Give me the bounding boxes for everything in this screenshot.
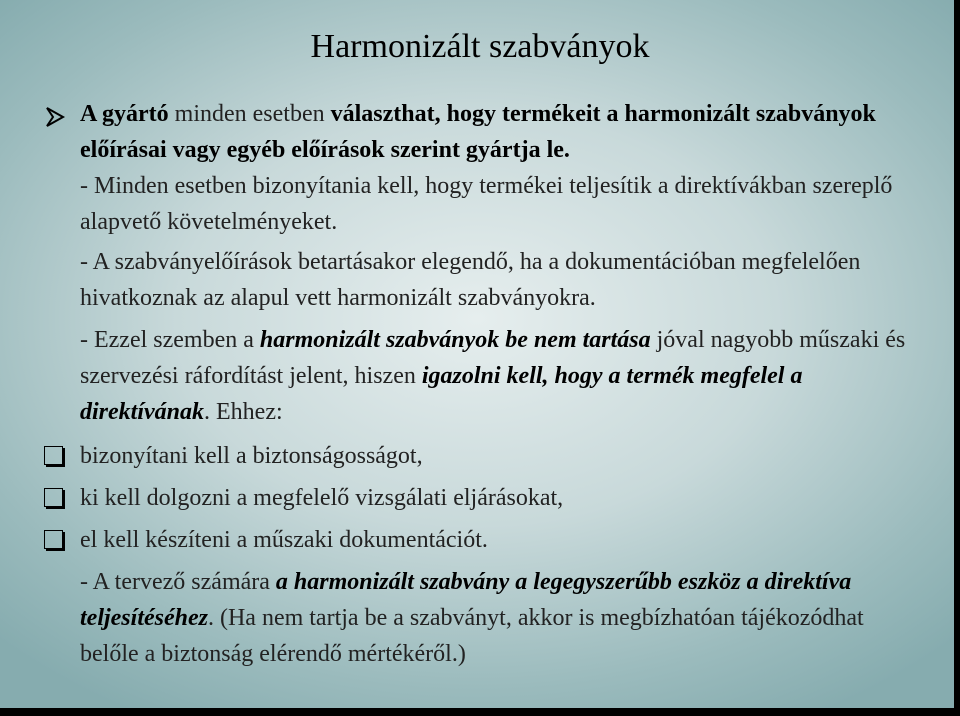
text-bold-italic: harmonizált szabványok be nem tartása (259, 327, 651, 353)
text-normal: - Ezzel szemben a (80, 327, 260, 353)
arrow-outline-icon (44, 96, 66, 128)
text-bold-italic: a harmonizált szabvány a legegyszerűbb eszköz a direktíva teljesítéséhez (80, 569, 852, 631)
text-bold-choice: választhat, hogy termékeit a harmonizált szabványok előírásai vagy egyéb előírások szerint gyártja le. (80, 101, 876, 163)
paragraph-standards-compliance: - A szabványelőírások betartásakor elegendő, ha a dokumentációban megfelelően hivatkoznak az alapul vett harmonizált szabványokra. (80, 249, 861, 311)
checkbox-icon (44, 480, 63, 507)
paragraph-designer (80, 564, 920, 672)
text-normal: minden esetben (168, 101, 331, 127)
text-normal: . (Ha nem tartja be a szabványt, akkor is megbízhatóan tájékozódhat belőle a biztonság elérendő mértékéről.) (80, 605, 864, 667)
text-normal: - A tervező számára (80, 569, 276, 595)
text-normal: . Ehhez: (204, 399, 283, 425)
main-bullet-text (80, 96, 920, 168)
checklist-item: el kell készíteni a műszaki dokumentációt. (80, 527, 488, 553)
paragraph-evidence: - Minden esetben bizonyítania kell, hogy termékei teljesítik a direktívákban szereplő alapvető követelményeket. (80, 173, 893, 235)
checklist-item: bizonyítani kell a biztonságosságot, (80, 443, 423, 469)
text-bold-italic: igazolni kell, hogy a termék megfelel a direktívának (80, 363, 803, 425)
checklist-item: ki kell dolgozni a megfelelő vizsgálati eljárásokat, (80, 485, 564, 511)
text-normal: jóval nagyobb műszaki és szervezési ráfordítást jelent, hiszen (80, 327, 906, 389)
checkbox-icon (44, 522, 63, 549)
text-bold-subject: A gyártó (80, 101, 169, 127)
slide-title: Harmonizált szabványok (310, 28, 650, 65)
checkbox-icon (44, 438, 63, 465)
paragraph-noncompliance (80, 322, 920, 430)
